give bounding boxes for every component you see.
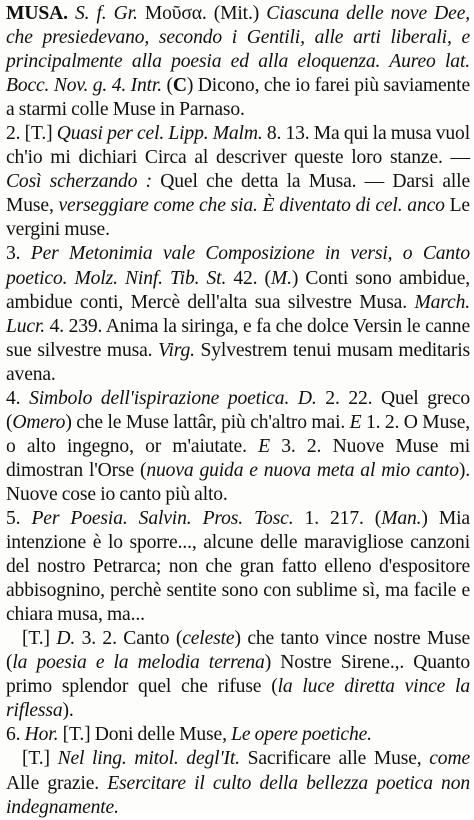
text-run: 3. 2. Nuove Muse mi dimostran l'Orse ( [6, 435, 470, 481]
entry-musa-definition [6, 2, 470, 122]
bold-text-run: MUSA. [6, 3, 68, 24]
text-run: 1. 2. O Muse, o alto ingegno, or m'aiutate. [6, 411, 470, 457]
italic-text-run: Hor. [24, 724, 59, 746]
text-run: [T.] [22, 628, 57, 650]
text-run: ) Conti sono ambidue, ambidue conti, Mercè dell'alta sua silvestre Musa. [6, 267, 470, 313]
italic-text-run: Le opere poetiche. [231, 724, 372, 746]
text-run: 4. [6, 387, 30, 409]
text-run: Alle grazie. [6, 772, 108, 794]
entry-sense-3 [6, 242, 470, 386]
text-run: ). Nuove cose io canto più alto. [6, 459, 470, 505]
text-run: ( [161, 75, 173, 97]
italic-text-run: Così scherzando : [6, 171, 152, 193]
italic-text-run: Esercitare il culto della bellezza poetica non indegnamente. [6, 772, 470, 818]
text-run: ) che tanto vince nostre Muse ( [6, 628, 470, 674]
entry-sense-6-tommaseo-note [6, 747, 470, 819]
text-run: 5. [6, 507, 32, 529]
entry-sense-4 [6, 387, 470, 507]
text-run: ) Nostre Sirene.,. Quanto primo splendor quel che rifuse ( [6, 652, 471, 698]
text-run: ) che le Muse lattâr, più ch'altro mai. [65, 411, 350, 433]
text-run: 3. 2. Canto ( [75, 628, 183, 650]
text-run: [T.] [22, 748, 58, 770]
text-run: [T.] Doni delle Muse, [58, 724, 232, 746]
italic-text-run: Quasi per cel. Lipp. Malm. [56, 123, 263, 145]
italic-text-run: Per Metonimia vale Composizione in versi, o Canto poetico. Molz. Ninf. Tib. St. [6, 243, 470, 289]
text-run: 42. ( [226, 267, 271, 289]
italic-text-run: verseggiare come che sia. È diventato di cel. anco [58, 195, 445, 217]
italic-text-run: March. Lucr. [6, 291, 470, 337]
text-run: Sylvestrem tenui musam meditaris avena. [6, 339, 470, 385]
text-run: ) Mia intenzione è lo sporre..., alcune delle maravigliose canzoni del nostro Petrarca; non che gran fatto elleno d'espositore abbisognino, perchè sentite sono con sublime sì, ma facile e chiara musa, ma... [6, 507, 470, 626]
text-run: Μοῦσα. (Mit.) [137, 3, 267, 24]
text-run: Quel che detta la Musa. — Darsi alle Muse, [6, 171, 470, 217]
italic-text-run: Man. [381, 507, 422, 529]
italic-text-run: M. [270, 267, 292, 289]
italic-text-run: la luce diretta vince la riflessa [6, 676, 470, 722]
italic-text-run: D. [56, 628, 76, 650]
text-run: 2. [T.] [6, 123, 57, 145]
italic-text-run: E [349, 411, 362, 433]
entry-sense-2 [6, 122, 470, 242]
entry-sense-5 [6, 507, 470, 627]
italic-text-run: la poesia e la melodia terrena [12, 652, 265, 674]
italic-text-run: Omero [12, 411, 66, 433]
text-run: 1. 217. ( [293, 507, 382, 529]
italic-text-run: Simbolo dell'ispirazione poetica. D. [29, 387, 317, 409]
italic-text-run: Virg. [158, 339, 195, 361]
text-run: Le vergini muse. [6, 195, 470, 241]
text-run: 3. [6, 243, 31, 265]
text-run: 8. 13. Ma qui la musa vuol ch'io mi dichiari Circa al descriver queste loro stanze. — [6, 123, 470, 169]
italic-text-run: E [258, 435, 270, 457]
text-run: ) Dicono, che io farei più saviamente a starmi colle Muse in Parnaso. [6, 75, 470, 121]
italic-text-run: come [429, 748, 470, 770]
entry-sense-5-tommaseo-note [6, 627, 470, 723]
italic-text-run: S. f. Gr. [74, 3, 138, 24]
text-run: ). [62, 700, 74, 722]
italic-text-run: celeste [182, 628, 235, 650]
text-run: 6. [6, 724, 25, 746]
bold-text-run: C [172, 75, 187, 97]
text-run: Sacrificare alle Muse, [239, 748, 430, 770]
italic-text-run: Ciascuna delle nove Dee, che presiedevano, secondo i Gentili, alle arti liberali, e principalmente alla poesia ed alla eloquenza. Aureo lat. Bocc. Nov. g. 4. Intr. [6, 3, 470, 97]
text-run: 2. 22. Quel greco ( [6, 387, 470, 433]
text-run: 4. 239. Anima la siringa, e fa che dolce Versin le canne sue silvestre musa. [6, 315, 470, 361]
italic-text-run: nuova guida e nuova meta al mio canto [146, 459, 459, 481]
italic-text-run: Nel ling. mitol. degl'It. [57, 748, 240, 770]
text-run [68, 3, 75, 24]
italic-text-run: Per Poesia. Salvin. Pros. Tosc. [31, 507, 294, 529]
entry-sense-6 [6, 723, 470, 747]
